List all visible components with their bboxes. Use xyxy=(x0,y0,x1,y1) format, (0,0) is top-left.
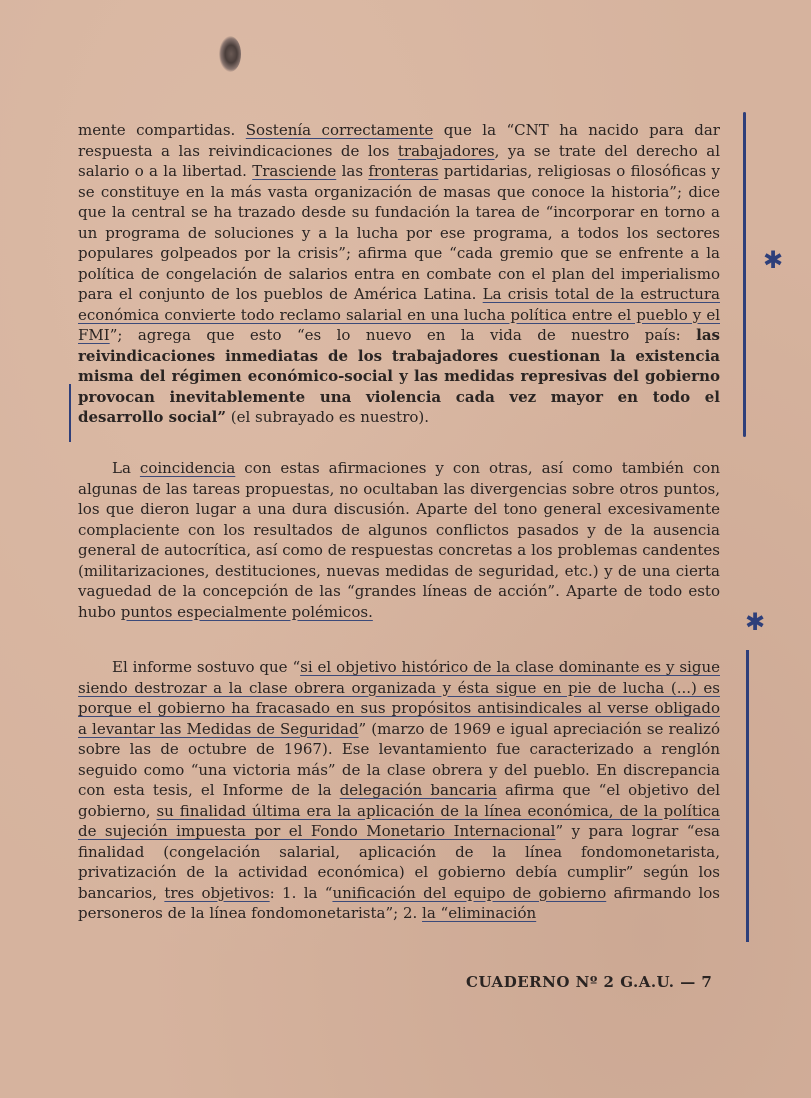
punch-hole xyxy=(219,36,241,72)
text-run: que la “CNT ha nacido para dar respuesta a las reivindicaciones de los xyxy=(78,121,720,160)
handwritten-underline: la “eliminación xyxy=(422,904,537,922)
text-run: , ya se trate del derecho al salario o a la libertad. xyxy=(78,141,720,180)
handwritten-underline: coincidencia xyxy=(139,459,236,477)
text-run: mente compartidas. xyxy=(78,121,246,139)
text-run: ”; agrega que esto “es lo nuevo en la vida de nuestro país: xyxy=(109,326,697,344)
text-run: ” (marzo de 1969 e igual apreciación se realizó sobre las de octubre de 1967). Ese levantamiento fue caracterizado a renglón seguido como “una victoria más” de la clase obrera y del pueblo. En discrepancia con esta tesis, el Informe de la xyxy=(78,719,720,799)
paragraph-3 xyxy=(78,657,720,924)
text-run: La xyxy=(112,459,140,477)
handwritten-underline: puntos especialmente polémicos. xyxy=(120,602,373,621)
handwritten-underline: trabajadores xyxy=(397,141,495,160)
margin-pen-line-lower xyxy=(746,650,749,942)
paragraph-1 xyxy=(78,120,720,428)
handwritten-underline: Trasciende xyxy=(252,162,337,180)
text-run: (el subrayado es nuestro). xyxy=(225,408,430,426)
margin-asterisk-mark: ✱ xyxy=(745,608,766,636)
margin-asterisk-mark: ✱ xyxy=(763,246,784,274)
text-run: afirma que “el objetivo del gobierno, xyxy=(78,781,720,820)
handwritten-underline: fronteras xyxy=(368,162,439,180)
text-run: partidarias, religiosas o filosóficas y se constituye en la más vasta organización de masas que conoce la historia”; dice que la central se ha trazado desde su fundación la tarea de “incorporar en torno a un programa de soluciones y a la lucha por ese programa, a todos los sectores populares golpeados por la crisis”; afirma que “cada gremio que se enfrente a la política de congelación de salarios entra en combate con el plan del imperialismo para el conjunto de los pueblos de América Latina. xyxy=(78,162,720,303)
text-run: El informe sostuvo que “ xyxy=(112,658,301,676)
handwritten-underline: Sostenía correctamente xyxy=(245,121,434,139)
text-run: afirmando los personeros de la línea fondomonetarista”; 2. xyxy=(78,883,721,922)
handwritten-underline: tres objetivos xyxy=(164,883,270,902)
margin-pen-line xyxy=(743,112,746,437)
handwritten-underline: su finalidad última era la aplicación de la línea económica, de la política de sujeción impuesta por el Fondo Monetario Internacional xyxy=(78,801,720,840)
text-run: : 1. la “ xyxy=(269,883,333,902)
page-footer: CUADERNO Nº 2 G.A.U. — 7 xyxy=(466,973,713,991)
text-run: las xyxy=(336,162,369,180)
handwritten-underline: delegación bancaria xyxy=(339,781,497,799)
handwritten-underline: si el objetivo histórico de la clase dominante es y sigue siendo destrozar a la clase obrera organizada y ésta sigue en pie de lucha (...) es porque el gobierno ha fracasado en sus propósitos antisindicales al verse obligado a levantar las Medidas de Seguridad xyxy=(78,658,720,738)
handwritten-underline: La crisis total de la estructura económica convierte todo reclamo salarial en una lucha política entre el pueblo y el FMI xyxy=(78,285,720,344)
bold-emphasis: las reivindicaciones inmediatas de los trabajadores cuestionan la existencia misma del régimen económico-social y las medidas represivas del gobierno provocan inevitablemente una violencia cada vez mayor en todo el desarrollo social” xyxy=(78,326,720,426)
text-run: con estas afirmaciones y con otras, así como también con algunas de las tareas propuestas, no ocultaban las divergencias sobre otros puntos, los que dieron lugar a una dura discusión. Aparte del tono general excesivamente complaciente con los resultados de algunos conflictos pasados y de la ausencia general de autocrítica, así como de respuestas concretas a los problemas candentes (militarizaciones, destituciones, nuevas medidas de seguridad, etc.) y de una cierta vaguedad de la concepción de las “grandes líneas de acción”. Aparte de todo esto hubo xyxy=(78,459,721,621)
paragraph-2 xyxy=(78,458,720,622)
text-run: ” y para lograr “esa finalidad (congelación salarial, aplicación de la línea fondomonetarista, privatización de la actividad económica) el gobierno debía cumplir” según los bancarios, xyxy=(78,822,720,902)
handwritten-underline: unificación del equipo de gobierno xyxy=(332,883,607,902)
margin-pen-line-left xyxy=(69,384,71,442)
